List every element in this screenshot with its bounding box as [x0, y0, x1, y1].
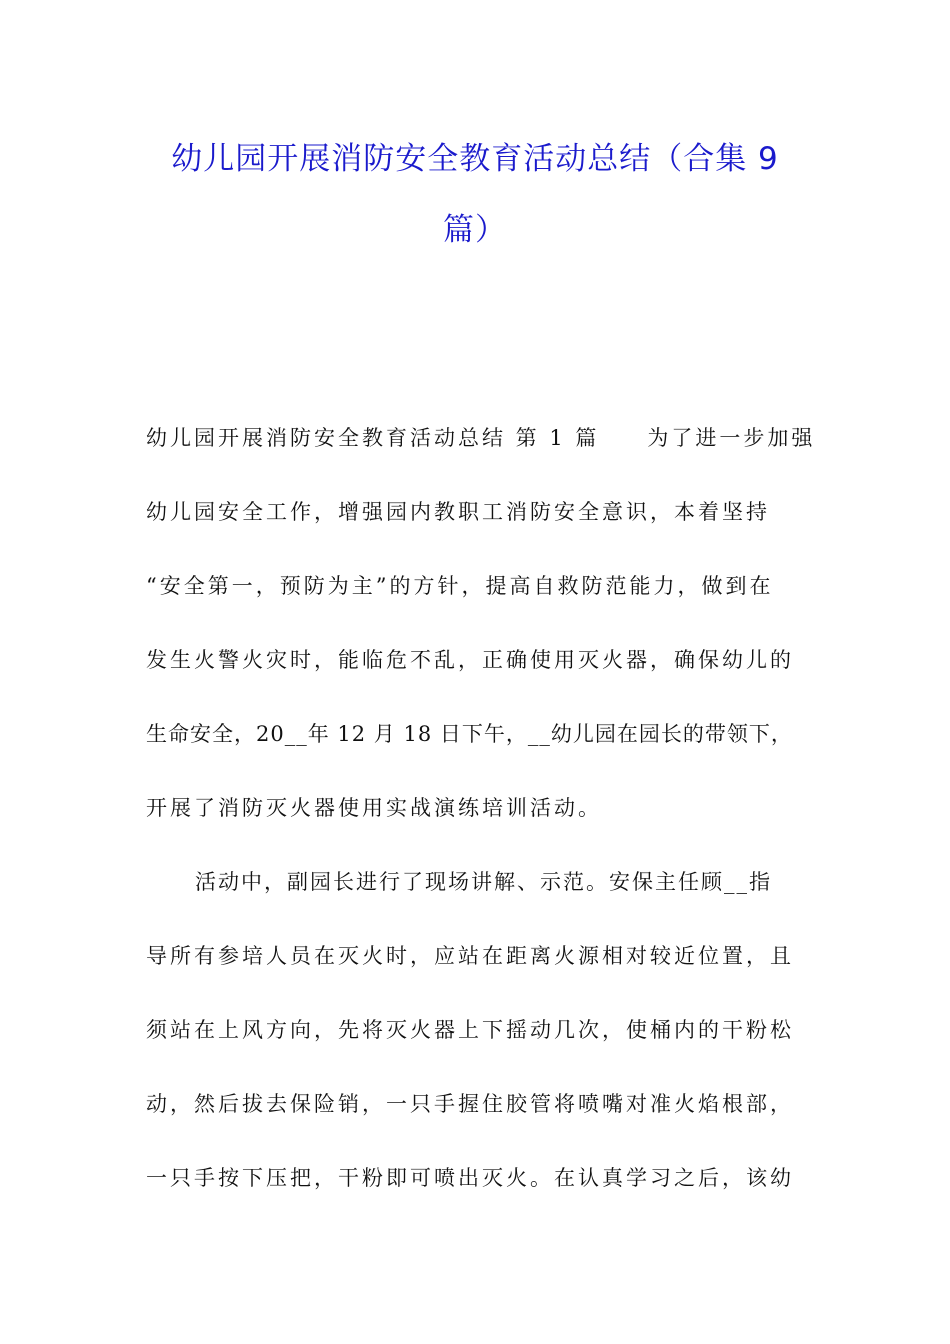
- body-line-2: 幼儿园安全工作，增强园内教职工消防安全意识，本着坚持: [146, 500, 770, 524]
- body-line-9: 须站在上风方向，先将灭火器上下摇动几次，使桶内的干粉松: [146, 1018, 794, 1042]
- body-line-4: 发生火警火灾时，能临危不乱，正确使用灭火器，确保幼儿的: [146, 648, 794, 672]
- body-line-10: 动，然后拔去保险销，一只手握住胶管将喷嘴对准火焰根部，: [146, 1092, 794, 1116]
- body-line-1: 幼儿园开展消防安全教育活动总结 第 1 篇 为了进一步加强: [146, 426, 816, 450]
- body-line-7: 活动中，副园长进行了现场讲解、示范。安保主任顾__指: [195, 870, 772, 894]
- document-title-line-1: 幼儿园开展消防安全教育活动总结（合集 9: [171, 141, 779, 177]
- body-line-8: 导所有参培人员在灭火时，应站在距离火源相对较近位置，且: [146, 944, 794, 968]
- body-line-3: “安全第一，预防为主”的方针，提高自救防范能力，做到在: [146, 574, 774, 598]
- body-line-5: 生命安全，20__年 12 月 18 日下午，__幼儿园在园长的带领下，: [146, 722, 793, 746]
- body-line-11: 一只手按下压把，干粉即可喷出灭火。在认真学习之后，该幼: [146, 1166, 794, 1190]
- body-line-6: 开展了消防灭火器使用实战演练培训活动。: [146, 796, 602, 820]
- document-title-line-2: 篇）: [443, 212, 507, 248]
